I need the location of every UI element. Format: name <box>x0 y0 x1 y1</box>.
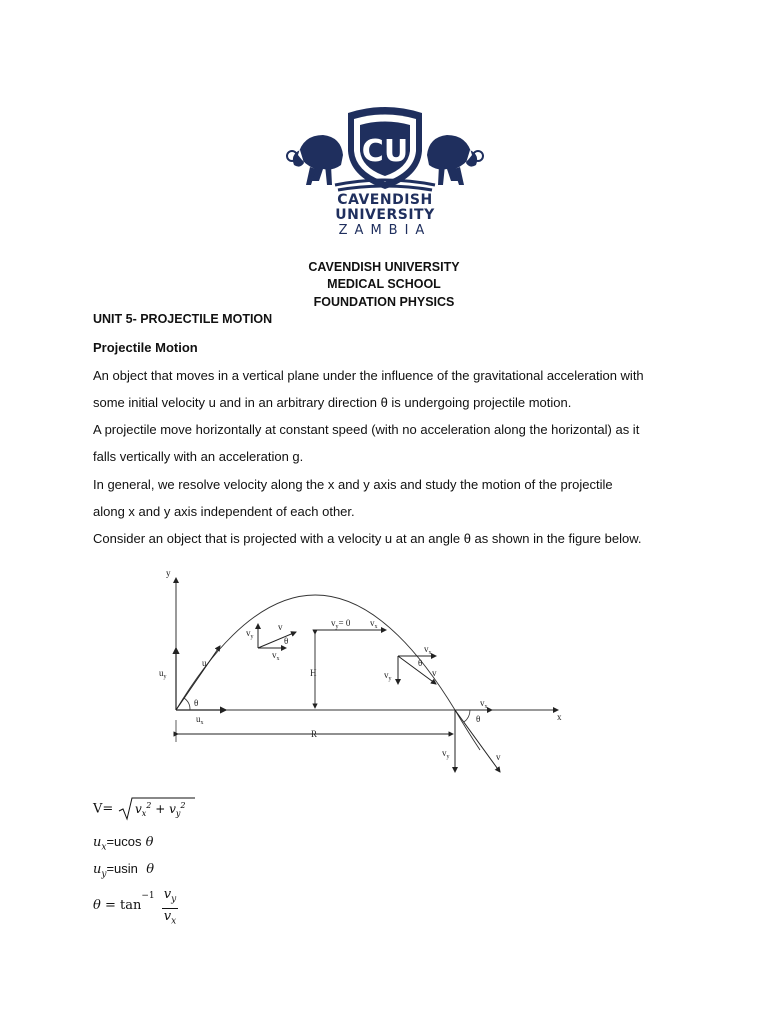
logo-line-2: UNIVERSITY <box>335 207 435 223</box>
vx-label-descending: $v_x$ <box>424 644 432 656</box>
v-arrow-rising <box>258 632 296 648</box>
height-label: H <box>310 668 317 678</box>
theta-label-descending: θ <box>418 658 423 668</box>
equation-ux: $u_x=ucos$ θ <box>93 834 154 853</box>
x-axis-label: x <box>557 712 562 722</box>
theta-arc <box>184 698 190 710</box>
logo-line-1: CAVENDISH <box>337 192 433 208</box>
paragraph-line: In general, we resolve velocity along the x and y axis and study the motion of the projectile <box>93 477 613 492</box>
vx-label-landing: $v_x$ <box>480 698 488 710</box>
range-label: R <box>311 729 318 739</box>
v-arrow-descending <box>398 656 436 684</box>
sqrt-icon <box>117 797 197 821</box>
header-line-2: MEDICAL SCHOOL <box>327 277 441 291</box>
equation-uy: $u_y=usin$ θ <box>93 861 155 880</box>
y-axis-label: y <box>166 568 171 578</box>
vy-zero-label: $v_y= 0$ <box>331 618 351 630</box>
paragraph-line: falls vertically with an acceleration g. <box>93 449 304 464</box>
theta-label-origin: θ <box>194 698 199 708</box>
paragraph-line: An object that moves in a vertical plane under the influence of the gravitational acceleration with <box>93 368 644 383</box>
v-label-landing: v <box>496 752 501 762</box>
vx-label-top: $v_x$ <box>370 618 378 630</box>
right-lion-icon <box>427 135 483 185</box>
section-title: Projectile Motion <box>93 340 198 355</box>
theta-arc-landing <box>464 710 470 722</box>
svg-text:vx2 + vy2: $v_x^2 + v_y^2$ <box>135 801 186 818</box>
theta-label-landing: θ <box>476 714 481 724</box>
fraction: $\frac{v_y}{v_x}$ <box>163 887 177 927</box>
vy-label-descending: $v_y$ <box>384 670 392 682</box>
v-label-descending: v <box>432 668 437 678</box>
u-label: u <box>202 658 207 668</box>
paragraph-line: A projectile move horizontally at constant speed (with no acceleration along the horizontal) as it <box>93 422 640 437</box>
v-label-rising: v <box>278 622 283 632</box>
left-lion-icon <box>287 135 343 185</box>
paragraph-line: along x and y axis independent of each other. <box>93 504 355 519</box>
unit-title: UNIT 5- PROJECTILE MOTION <box>93 312 273 326</box>
vx-label-rising: $v_x$ <box>272 650 280 662</box>
equation-theta: $\theta = \tan^{-1}$ $\frac{v_y}{v_x}$ <box>93 887 178 923</box>
header-line-3: FOUNDATION PHYSICS <box>313 295 455 309</box>
vy-label-landing: $v_y$ <box>442 748 450 760</box>
equation-speed: V= $v_x^2 + v_y^2$ <box>93 797 197 821</box>
theta-label-rising: θ <box>284 636 289 646</box>
paragraph-line: some initial velocity u and in an arbitrary direction θ is undergoing projectile motion. <box>93 395 572 410</box>
ux-label: $u_x$ <box>196 714 204 726</box>
vy-label-rising: $v_y$ <box>246 628 254 640</box>
logo-badge-text: CU <box>361 134 409 169</box>
projectile-diagram <box>150 560 580 780</box>
paragraph-line: Consider an object that is projected with a velocity u at an angle θ as shown in the figure below. <box>93 531 642 546</box>
header-line-1: CAVENDISH UNIVERSITY <box>308 260 460 274</box>
logo-line-3: ZAMBIA <box>338 223 432 238</box>
uy-label: $u_y$ <box>159 668 167 680</box>
